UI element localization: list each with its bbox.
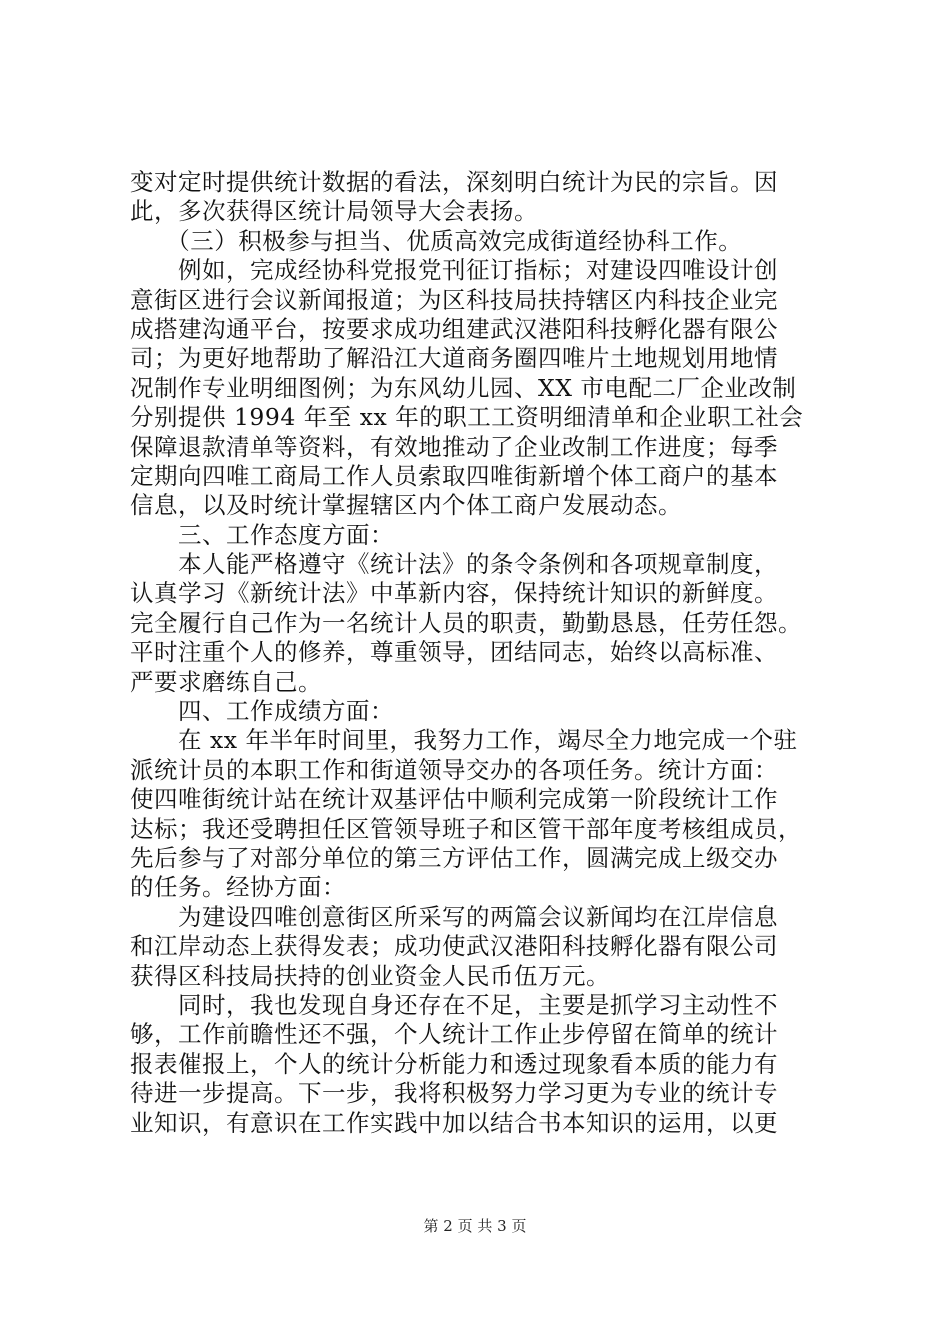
text-line: 报表催报上，个人的统计分析能力和透过现象看本质的能力有 — [130, 1049, 778, 1078]
text-line: 定期向四唯工商局工作人员索取四唯街新增个体工商户的基本 — [130, 461, 778, 490]
text-line: 况制作专业明细图例；为东风幼儿园、XX 市电配二厂企业改制 — [130, 373, 797, 402]
text-line: 使四唯街统计站在统计双基评估中顺利完成第一阶段统计工作 — [130, 785, 778, 814]
text-line: 本人能严格遵守《统计法》的条令条例和各项规章制度， — [130, 550, 778, 579]
text-line: 待进一步提高。下一步，我将积极努力学习更为专业的统计专 — [130, 1079, 778, 1108]
text-line: 分别提供 1994 年至 xx 年的职工工资明细清单和企业职工社会 — [130, 403, 804, 432]
section-heading: 三、工作态度方面： — [130, 520, 394, 549]
text-line: 认真学习《新统计法》中革新内容，保持统计知识的新鲜度。 — [130, 579, 778, 608]
text-line: 司；为更好地帮助了解沿江大道商务圈四唯片土地规划用地情 — [130, 344, 778, 373]
text-line: 保障退款清单等资料，有效地推动了企业改制工作进度；每季 — [130, 432, 778, 461]
text-line: 此，多次获得区统计局领导大会表扬。 — [130, 197, 538, 226]
text-line: 业知识，有意识在工作实践中加以结合书本知识的运用，以更 — [130, 1108, 778, 1137]
text-line: 严要求磨练自己。 — [130, 667, 322, 696]
document-body — [130, 168, 830, 1138]
section-heading: （三）积极参与担当、优质高效完成街道经协科工作。 — [130, 226, 743, 255]
text-line: 同时，我也发现自身还存在不足，主要是抓学习主动性不 — [130, 990, 778, 1019]
text-line: 平时注重个人的修养，尊重领导，团结同志，始终以高标准、 — [130, 638, 778, 667]
text-line: 意街区进行会议新闻报道；为区科技局扶持辖区内科技企业完 — [130, 285, 778, 314]
text-line: 先后参与了对部分单位的第三方评估工作，圆满完成上级交办 — [130, 843, 778, 872]
text-line: 信息，以及时统计掌握辖区内个体工商户发展动态。 — [130, 491, 682, 520]
text-line: 变对定时提供统计数据的看法，深刻明白统计为民的宗旨。因 — [130, 168, 778, 196]
section-heading: 四、工作成绩方面： — [130, 697, 394, 726]
text-line: 成搭建沟通平台，按要求成功组建武汉港阳科技孵化器有限公 — [130, 314, 778, 343]
text-line: 为建设四唯创意街区所采写的两篇会议新闻均在江岸信息 — [130, 902, 778, 931]
page-number-label: 第 2 页 共 3 页 — [423, 1217, 527, 1235]
text-line: 达标；我还受聘担任区管领导班子和区管干部年度考核组成员， — [130, 814, 802, 843]
text-line: 完全履行自己作为一名统计人员的职责，勤勤恳恳，任劳任怨。 — [130, 608, 802, 637]
text-line: 和江岸动态上获得发表；成功使武汉港阳科技孵化器有限公司 — [130, 932, 778, 961]
text-line: 在 xx 年半年时间里，我努力工作，竭尽全力地完成一个驻 — [130, 726, 798, 755]
page-footer — [0, 1216, 950, 1236]
text-line: 的任务。经协方面： — [130, 873, 346, 902]
text-line: 例如，完成经协科党报党刊征订指标；对建设四唯设计创 — [130, 256, 778, 285]
text-line: 获得区科技局扶持的创业资金人民币伍万元。 — [130, 961, 610, 990]
text-line: 够，工作前瞻性还不强，个人统计工作止步停留在简单的统计 — [130, 1020, 778, 1049]
text-line: 派统计员的本职工作和街道领导交办的各项任务。统计方面： — [130, 755, 778, 784]
